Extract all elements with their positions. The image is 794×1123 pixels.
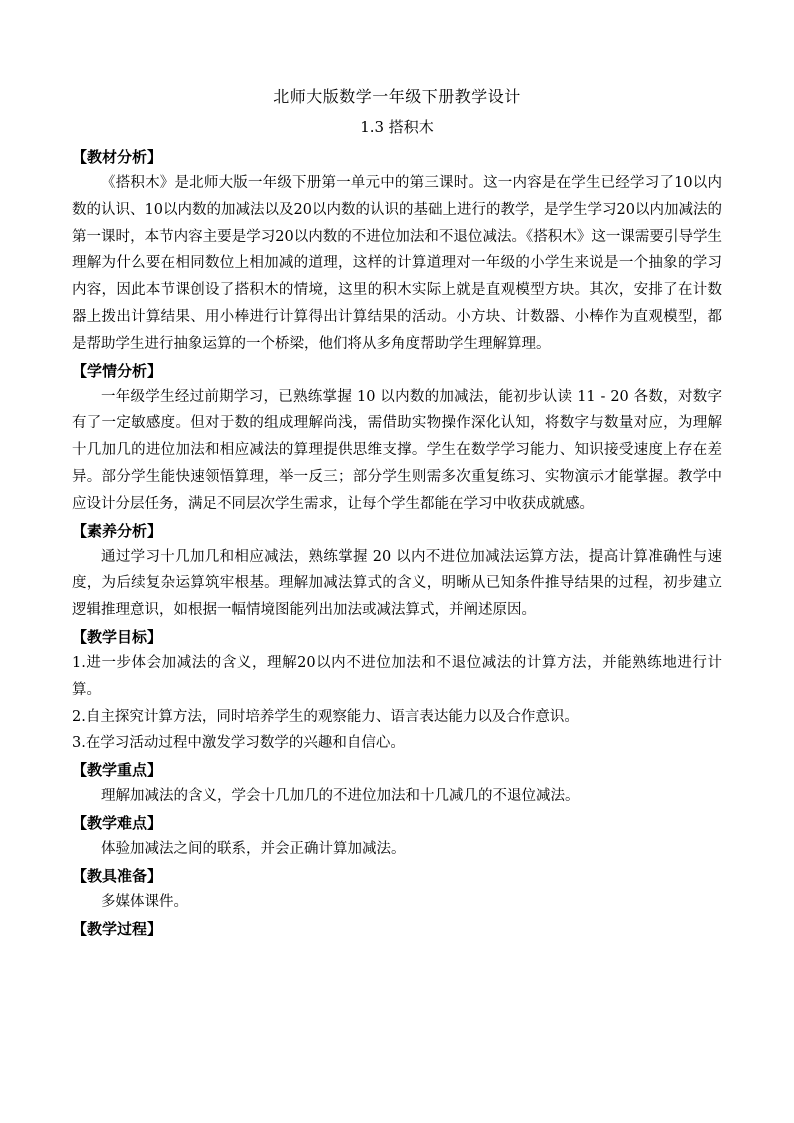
section-heading-tools: 【教具准备】 [72, 866, 163, 885]
lesson-title: 1.3 搭积木 [360, 118, 434, 136]
section-text-analysis: 《搭积木》是北师大版一年级下册第一单元中的第三课时。这一内容是在学生已经学习了10以内数的认识、10以内数的加减法以及20以内数的认识的基础上进行的教学，是学生学习20以内加减法的第一课时，本节内容主要是学习20以内数的不进位加法和不退位减法。《搭积木》这一课需要引导学生理解为什么要在相同数位上相加减的道理，这样的计算道理对一年级的小学生来说是一个抽象的学习内容，因此本节课创设了搭积木的情境，这里的积木实际上就是直观模型方块。其次，安排了在计数器上拨出计算结果、用小棒进行计算得出计算结果的活动。小方块、计数器、小棒作为直观模型，都是帮助学生进行抽象运算的一个桥梁，他们将从多角度帮助学生理解算理。 [72, 175, 722, 352]
section-literacy [72, 518, 722, 624]
section-analysis [72, 144, 722, 358]
section-text-difficulties: 体验加减法之间的联系，并会正确计算加减法。 [101, 840, 406, 857]
goal-item: 1.进一步体会加减法的含义，理解20以内不进位加法和不退位减法的计算方法，并能熟练地进行计算。 [72, 654, 722, 698]
section-text-key-points: 理解加减法的含义，学会十几加几的不进位加法和十几减几的不退位减法。 [101, 788, 580, 805]
section-heading-analysis: 【教材分析】 [72, 148, 163, 166]
goal-item: 3.在学习活动过程中激发学习数学的兴趣和自信心。 [72, 735, 405, 752]
section-heading-goals: 【教学目标】 [72, 627, 163, 646]
section-key-points [72, 757, 722, 810]
section-tools [72, 863, 722, 916]
section-heading-literacy: 【素养分析】 [72, 521, 163, 540]
section-heading-students: 【学情分析】 [72, 361, 163, 380]
document-page [72, 82, 722, 942]
section-process [72, 916, 722, 942]
section-text-literacy: 通过学习十几加几和相应减法，熟练掌握 20 以内不进位加减法运算方法，提高计算准确性与速度，为后续复杂运算筑牢根基。理解加减法算式的含义，明晰从已知条件推导结果的过程，初步建立逻辑推理意识，如根据一幅情境图能列出加法或减法算式，并阐述原因。 [72, 548, 722, 619]
section-students [72, 358, 722, 518]
section-goals [72, 624, 722, 757]
section-text-tools: 多媒体课件。 [101, 893, 188, 910]
section-heading-process: 【教学过程】 [72, 919, 163, 938]
section-difficulties [72, 810, 722, 863]
section-text-students: 一年级学生经过前期学习，已熟练掌握 10 以内数的加减法，能初步认读 11 - 20 各数，对数字有了一定敏感度。但对于数的组成理解尚浅，需借助实物操作深化认知，将数字与数量对应，为理解十几加几的进位加法和相应减法的算理提供思维支撑。学生在数学学习能力、知识接受速度上存在差异。部分学生能快速领悟算理，举一反三；部分学生则需多次重复练习、实物演示才能掌握。教学中应设计分层任务，满足不同层次学生需求，让每个学生都能在学习中收获成就感。 [72, 388, 722, 512]
document-title: 北师大版数学一年级下册教学设计 [273, 87, 521, 106]
goal-item: 2.自主探究计算方法，同时培养学生的观察能力、语言表达能力以及合作意识。 [72, 708, 579, 725]
section-heading-difficulties: 【教学难点】 [72, 813, 163, 832]
section-heading-key-points: 【教学重点】 [72, 761, 163, 780]
